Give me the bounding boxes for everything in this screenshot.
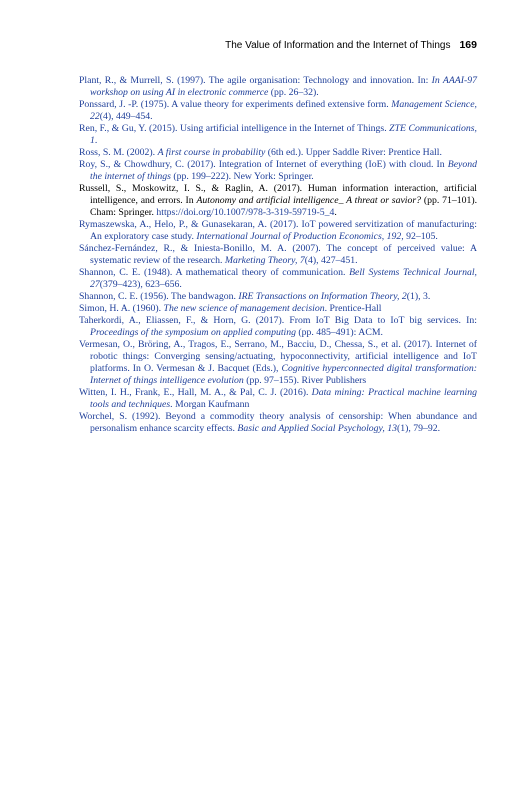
reference-text-segment: Witten, I. H., Frank, E., Hall, M. A., & Pal, C. J. (2016).	[79, 387, 312, 398]
reference-text-segment: (pp. 26–32).	[268, 86, 319, 98]
reference-text-segment: Taherkordi, A., Eliassen, F., & Horn, G. (2017). From IoT Big Data to IoT big services. In:	[79, 315, 477, 327]
reference-italic-segment: A first course in probability	[157, 147, 266, 158]
reference-entry	[79, 267, 477, 291]
reference-text-segment: (pp. 485–491): ACM.	[295, 327, 383, 339]
reference-text-segment: . Prentice-Hall	[324, 303, 382, 315]
reference-italic-segment: Basic and Applied Social Psychology, 13	[237, 422, 397, 434]
reference-entry	[79, 315, 477, 339]
reference-text-segment: (1), 3.	[406, 291, 431, 302]
reference-entry	[79, 123, 477, 147]
reference-entry	[79, 411, 477, 435]
reference-text-segment: Russell, S., Moskowitz, I. S., & Raglin, A. (2017). Human information interaction, artificial intelligence, and errors. In	[79, 183, 477, 206]
reference-italic-segment: Cognitive hyperconnected digital transformation: Internet of things intelligence evolution	[90, 363, 477, 386]
reference-text-segment: Vermesan, O., Bröring, A., Tragos, E., Serrano, M., Bacciu, D., Chessa, S., et al. (2017). Internet of robotic things: Converging sensing/actuating, hypoconnectivity, artificial intelligence and IoT platforms. In O. Vermesan & J. Bacquet (Eds.),	[79, 339, 477, 374]
reference-entry	[79, 99, 477, 123]
reference-text-segment: (4), 427–451.	[304, 254, 358, 266]
reference-text-segment: Plant, R., & Murrell, S. (1997). The agile organisation: Technology and innovation. In:	[79, 75, 432, 86]
reference-italic-segment: Marketing Theory, 7	[224, 254, 305, 266]
reference-italic-segment: Autonomy and artificial intelligence_ A threat or savior?	[196, 195, 422, 206]
reference-italic-segment: In AAAI-97 workshop on using AI in electronic commerce	[90, 75, 477, 98]
page-number: 169	[459, 39, 477, 51]
reference-list	[79, 75, 477, 435]
reference-italic-segment: Management Science, 22	[90, 99, 477, 122]
reference-text-segment: Ren, F., & Gu, Y. (2015). Using artificial intelligence in the Internet of Things.	[79, 123, 390, 134]
reference-text-segment: Simon, H. A. (1960).	[79, 303, 164, 315]
reference-italic-segment: ZTE Communications, 1	[90, 123, 477, 146]
reference-entry	[79, 339, 477, 387]
reference-text-segment: (379–423), 623–656.	[99, 278, 182, 290]
reference-entry	[79, 387, 477, 411]
reference-entry	[79, 147, 477, 159]
reference-text-segment: , 92–105.	[401, 230, 438, 242]
reference-text-segment: .	[94, 134, 98, 146]
reference-italic-segment: Data mining: Practical machine learning tools and techniques	[90, 387, 477, 410]
reference-text-segment: Ponssard, J. -P. (1975). A value theory for experiments defined extensive form.	[79, 99, 392, 110]
running-title: The Value of Information and the Internet of Things	[225, 40, 451, 51]
reference-italic-segment: IRE Transactions on Information Theory, 2	[238, 291, 407, 302]
reference-entry	[79, 75, 477, 99]
reference-text-segment: Roy, S., & Chowdhury, C. (2017). Integration of Internet of everything (IoE) with cloud. In	[79, 159, 448, 171]
reference-text-segment: (4), 449–454.	[99, 110, 153, 122]
doi-link[interactable]: https://doi.org/10.1007/978-3-319-59719-5_4	[156, 206, 335, 218]
reference-text-segment: (6th ed.). Upper Saddle River: Prentice Hall.	[265, 147, 442, 158]
reference-entry	[79, 159, 477, 183]
reference-text-segment: Sánchez-Fernández, R., & Iniesta-Bonillo, M. A. (2007). The concept of perceived value: A systematic review of the research.	[79, 243, 477, 266]
reference-italic-segment: Beyond the internet of things	[90, 159, 477, 182]
reference-entry	[79, 291, 477, 303]
reference-text-segment: . Morgan Kaufmann	[170, 398, 250, 410]
reference-italic-segment: Proceedings of the symposium on applied computing	[90, 327, 296, 339]
reference-italic-segment: Bell Systems Technical Journal, 27	[90, 267, 477, 290]
reference-text-segment: (pp. 199–222). New York: Springer.	[170, 171, 314, 182]
reference-italic-segment: International Journal of Production Economics, 192	[196, 230, 402, 242]
running-header	[225, 39, 477, 51]
reference-text-segment: Worchel, S. (1992). Beyond a commodity theory analysis of censorship: When abundance and personalism enhance scarcity effects.	[79, 411, 477, 434]
reference-text-segment: (pp. 71–101). Cham: Springer.	[90, 195, 478, 218]
reference-text-segment: Shannon, C. E. (1948). A mathematical theory of communication.	[79, 267, 350, 278]
reference-italic-segment: The new science of management decision	[163, 303, 325, 315]
reference-text-segment: Rymaszewska, A., Helo, P., & Gunasekaran, A. (2017). IoT powered servitization of manufacturing: An exploratory case study.	[79, 219, 477, 242]
reference-entry	[79, 303, 477, 315]
reference-text-segment: Shannon, C. E. (1956). The bandwagon.	[79, 291, 239, 302]
reference-entry	[79, 219, 477, 243]
reference-entry	[79, 183, 477, 219]
reference-text-segment: (pp. 97–155). River Publishers	[243, 374, 367, 386]
reference-entry	[79, 243, 477, 267]
reference-text-segment: (1), 79–92.	[396, 422, 441, 434]
reference-text-segment: Ross, S. M. (2002).	[79, 147, 158, 158]
reference-text-segment: .	[334, 206, 337, 218]
